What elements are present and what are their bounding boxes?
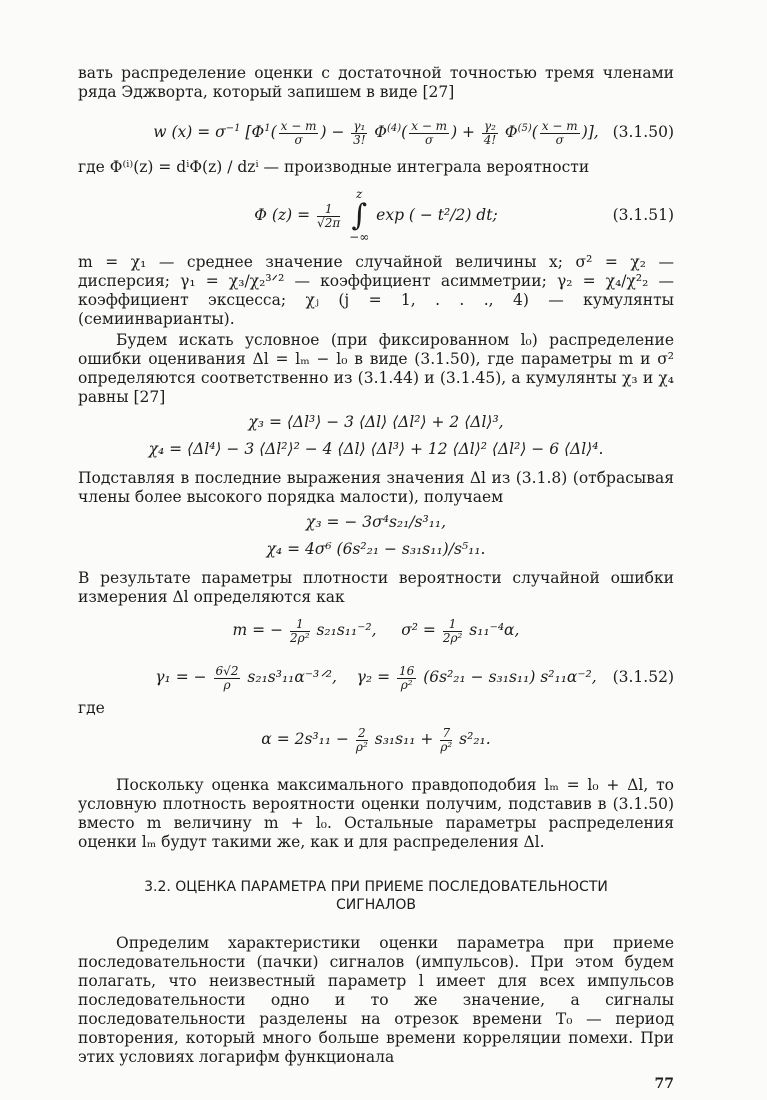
- eq50-g1: [351, 120, 367, 147]
- alpha-frac1-num: 2: [356, 727, 368, 741]
- paragraph-sequence: Определим характеристики оценки параметра при приеме последовательности (пачки) сигналов (импульсов). При этом будем полагать, что неизвестный параметр l имеет для всех импульсов последовательности одно и то же значение, а сигналы последовательности разделены на отрезок времени T₀ — период повторения, который много больше времени корреляции помехи. При этих условиях логарифм функционала: [78, 934, 674, 1066]
- eq50-lhs-sup: −1: [225, 122, 241, 134]
- eq50-arg2-num: x − m: [411, 118, 448, 133]
- equation-chi3-result: χ₃ = − 3σ⁴s₂₁/s³₁₁,: [305, 513, 447, 531]
- eq50-term3-sup: (5): [517, 122, 532, 134]
- g2-frac: [397, 665, 416, 692]
- equation-number-3-1-52: (3.1.52): [612, 668, 674, 686]
- page-content: [78, 58, 674, 1099]
- sigma-lhs: σ² =: [401, 621, 436, 639]
- eq50-arg3-num: x − m: [541, 118, 578, 133]
- paragraph-ml-estimate: Поскольку оценка максимального правдоподобия lₘ = l₀ + Δl, то условную плотность вероятности оценки получим, подставив в (3.1.50) вместо m величину m + l₀. Остальные параметры распределения оценки lₘ будут такими же, как и для распределения Δl.: [78, 776, 674, 851]
- page-number: 77: [654, 1076, 674, 1092]
- equation-number-3-1-50: (3.1.50): [612, 123, 674, 141]
- sigma-frac: [443, 618, 463, 645]
- eq50-arg3: [540, 120, 580, 147]
- g1-frac: [214, 665, 241, 692]
- alpha-frac2-num: 7: [440, 727, 452, 741]
- paragraph-substitute: Подставляя в последние выражения значения Δl из (3.1.8) (отбрасывая члены более высокого порядка малости), получаем: [78, 469, 674, 506]
- equation-chi4-result: χ₄ = 4σ⁶ (6s²₂₁ − s₃₁s₁₁)/s⁵₁₁.: [266, 540, 486, 558]
- alpha-lhs: α = 2s³₁₁ −: [261, 730, 349, 748]
- alpha-frac2: [440, 727, 452, 754]
- g1-frac-den: ρ: [223, 677, 231, 692]
- eq50-arg2: [409, 120, 449, 147]
- paragraph-definitions: m = χ₁ — среднее значение случайной величины x; σ² = χ₂ — дисперсия; γ₁ = χ₃/χ₂³ᐟ² — коэффициент асимметрии; γ₂ = χ₄/χ²₂ — коэффициент эксцесса; χⱼ (j = 1, . . ., 4) — кумулянты (семиинварианты).: [78, 253, 674, 328]
- equation-alpha: [78, 722, 674, 756]
- eq51-frac-num: 1: [317, 203, 340, 217]
- equation-m-sigma: [78, 613, 674, 647]
- eq50-g1-den: 3!: [353, 132, 366, 147]
- alpha-rest: s²₂₁.: [459, 730, 491, 748]
- eq50-arg3-den: σ: [555, 132, 564, 147]
- paragraph-intro: вать распределение оценки с достаточной точностью тремя членами ряда Эджворта, который запишем в виде [27]: [78, 64, 674, 101]
- eq51-frac-den: √2π: [317, 215, 341, 230]
- equation-3-1-52: [78, 657, 674, 697]
- sigma-frac-num: 1: [443, 618, 463, 632]
- equation-3-1-50: w $(x) = \sigma^{-1}$ [$\Phi^1$( $\frac{x - m}{\sigma}$ ) − $\frac{\text{γ₁}}{3!}$ $\Phi^{(4)}$( $\frac{x - m}{\sigma}$ ) + $\frac{\text{γ₂}}{4!}$ $\Phi^{(5)}$( $\frac{x - m}{\sigma}$ )], (3.1.50): [78, 112, 674, 152]
- alpha-mid: s₃₁s₁₁ +: [374, 730, 434, 748]
- section-title-line1: 3.2. ОЦЕНКА ПАРАМЕТРА ПРИ ПРИЕМЕ ПОСЛЕДОВАТЕЛЬНОСТИ: [144, 879, 608, 895]
- eq51-frac: [317, 203, 340, 230]
- sigma-frac-den: 2ρ²: [442, 630, 463, 645]
- g1-frac-num: 6√2: [215, 663, 239, 678]
- m-rest: s₂₁s₁₁⁻²,: [316, 621, 377, 639]
- g1-rest: s₂₁s³₁₁α⁻³ᐟ²,: [247, 668, 337, 686]
- section-heading: [78, 878, 674, 914]
- g2-frac-den: ρ²: [400, 677, 413, 692]
- eq50-arg1-den: σ: [294, 132, 303, 147]
- section-title-line2: СИГНАЛОВ: [335, 897, 417, 913]
- eq51-body: exp ( − t²/2) dt;: [376, 206, 498, 224]
- eq50-term2-sup: (4): [387, 122, 402, 134]
- eq50-term2: Φ: [374, 123, 387, 141]
- eq50-g2: [482, 120, 498, 147]
- eq50-g1-num: γ₁: [353, 118, 366, 133]
- eq50-lhs: w (x) = σ: [153, 123, 226, 141]
- word-where: где: [78, 699, 105, 717]
- equation-3-1-51: [78, 185, 674, 245]
- m-lhs: m = −: [232, 621, 284, 639]
- m-frac: [290, 618, 310, 645]
- m-frac-den: 2ρ²: [290, 630, 310, 645]
- g2-rest: (6s²₂₁ − s₃₁s₁₁) s²₁₁α⁻²,: [423, 668, 597, 686]
- paragraph-result: В результате параметры плотности вероятности случайной ошибки измерения Δl определяются как: [78, 569, 674, 606]
- eq50-term3: Φ: [504, 123, 518, 141]
- eq51-lhs: Φ (z) =: [254, 206, 311, 224]
- g1-lhs: γ₁ = −: [155, 668, 207, 686]
- equation-chi4: χ₄ = ⟨Δl⁴⟩ − 3 ⟨Δl²⟩² − 4 ⟨Δl⟩ ⟨Δl³⟩ + 12 ⟨Δl⟩² ⟨Δl²⟩ − 6 ⟨Δl⟩⁴.: [148, 440, 604, 458]
- eq51-lower: −∞: [349, 230, 370, 244]
- eq50-term1: Φ: [251, 123, 265, 141]
- eq51-upper: z: [356, 187, 363, 201]
- alpha-frac1-den: ρ²: [355, 739, 368, 754]
- page-footer: [78, 1075, 674, 1099]
- eq50-arg1: [279, 120, 319, 147]
- eq50-g2-den: 4!: [483, 132, 497, 147]
- g2-frac-num: 16: [399, 663, 415, 678]
- integral-sign: z ∫ −∞: [349, 187, 370, 244]
- eq50-arg1-num: x − m: [280, 118, 317, 133]
- equation-number-3-1-51: (3.1.51): [612, 206, 674, 224]
- alpha-frac1: [356, 727, 368, 754]
- equation-chi3: χ₃ = ⟨Δl³⟩ − 3 ⟨Δl⟩ ⟨Δl²⟩ + 2 ⟨Δl⟩³,: [248, 413, 504, 431]
- paragraph-derivatives: где Φ⁽ⁱ⁾(z) = dⁱΦ(z) / dzⁱ — производные интеграла вероятности: [78, 158, 590, 176]
- m-frac-num: 1: [290, 618, 310, 632]
- eq50-g2-num: γ₂: [483, 118, 496, 133]
- sigma-rest: s₁₁⁻⁴α,: [469, 621, 520, 639]
- alpha-frac2-den: ρ²: [440, 739, 453, 754]
- eq50-term1-sup: 1: [264, 122, 271, 134]
- g2-lhs: γ₂ =: [356, 668, 391, 686]
- paragraph-search: Будем искать условное (при фиксированном l₀) распределение ошибки оценивания Δl = lₘ − l₀ в виде (3.1.50), где параметры m и σ² определяются соответственно из (3.1.44) и (3.1.45), а кумулянты χ₃ и χ₄ равны [27]: [78, 331, 674, 406]
- eq50-arg2-den: σ: [425, 132, 434, 147]
